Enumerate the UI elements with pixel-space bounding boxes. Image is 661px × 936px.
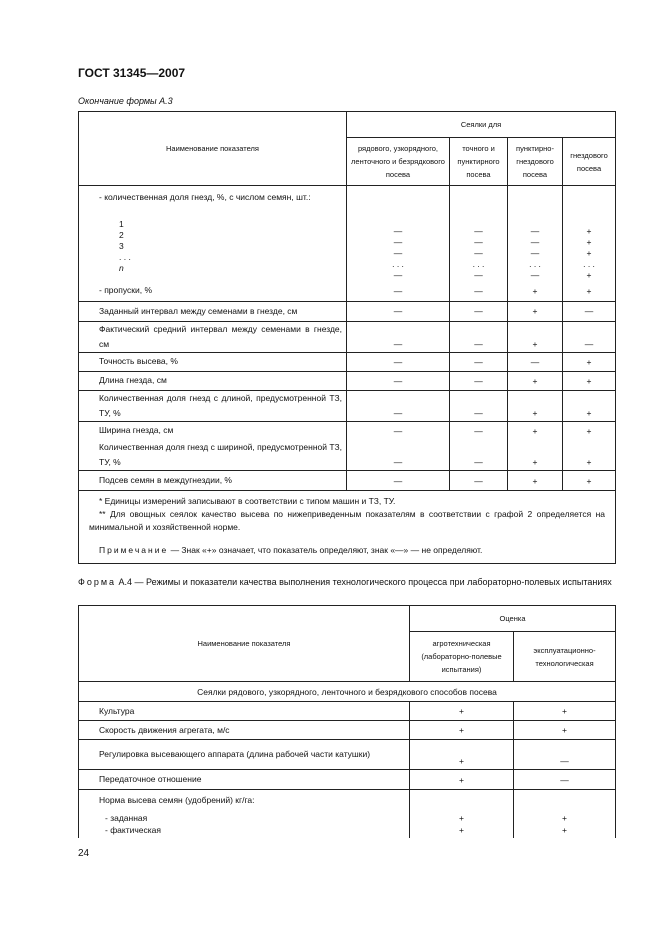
table-row <box>79 702 616 721</box>
cell-value: — <box>450 281 508 301</box>
table-row <box>79 186 616 282</box>
form-a4-table <box>78 605 616 838</box>
cell-value: + <box>459 825 464 835</box>
header-col-row-seeding: рядового, узкорядного, ленточного и безрядкового посева <box>347 138 450 186</box>
cell-value: — <box>514 740 616 770</box>
cell-value: — <box>347 471 450 491</box>
cell-value: — <box>347 281 450 301</box>
seed-rate-actual: - фактическая <box>105 825 162 835</box>
cell-value: + <box>508 471 563 491</box>
form-a3-caption: Окончание формы А.3 <box>78 96 173 106</box>
row-label: Длина гнезда, см <box>99 375 167 385</box>
cell-value: — <box>347 301 450 321</box>
cell-value: + <box>586 248 592 258</box>
cell-value: + <box>563 421 616 440</box>
nest-count-2: 2 <box>119 230 124 240</box>
cell-value: — <box>347 421 450 440</box>
cell-value: — <box>514 770 616 790</box>
row-label: Ширина гнезда, см <box>99 425 174 436</box>
form-a4-caption: Форма А.4 — Режимы и показатели качества выполнения технологического процесса при лабораторно-полевых испытаниях <box>78 577 612 587</box>
nest-count-1: 1 <box>119 219 124 229</box>
cell-value: — <box>450 371 508 390</box>
row-label: - количественная доля гнезд, %, с числом семян, шт.: <box>99 192 311 202</box>
header-parameter-name: Наименование показателя <box>79 112 347 186</box>
cell-value: — <box>347 321 450 352</box>
cell-value: + <box>563 281 616 301</box>
table-row <box>79 321 616 352</box>
cell-value: . . . <box>392 259 404 269</box>
seed-rate-set: - заданная <box>105 813 148 823</box>
cell-value: — <box>450 421 508 440</box>
row-label: Культура <box>99 705 135 716</box>
page-number: 24 <box>78 848 90 859</box>
cell-value: + <box>508 421 563 440</box>
cell-value: — <box>563 321 616 352</box>
cell-value: — <box>393 237 403 247</box>
cell-value: + <box>508 301 563 321</box>
table-row <box>79 371 616 390</box>
cell-value: + <box>410 770 514 790</box>
cell-value: — <box>393 226 403 236</box>
cell-value: — <box>563 301 616 321</box>
nest-count-n: n <box>119 263 124 273</box>
form-a3-table <box>78 111 616 564</box>
table-row <box>79 390 616 421</box>
table-row <box>79 421 616 440</box>
table-row <box>79 440 616 471</box>
header-col-agrotechnical: агротехническая (лабораторно-полевые испытания) <box>410 632 514 682</box>
cell-value: + <box>562 825 567 835</box>
cell-value: — <box>450 301 508 321</box>
notes-row <box>79 491 616 564</box>
cell-value: — <box>530 237 540 247</box>
cell-value: + <box>508 371 563 390</box>
table-row <box>79 790 616 839</box>
footnote-1: * Единицы измерений записывают в соответствии с типом машин и ТЗ, ТУ. <box>99 496 396 506</box>
header-seeders-group: Сеялки для <box>347 112 616 138</box>
cell-value: — <box>393 270 403 280</box>
row-label: Заданный интервал между семенами в гнезде, см <box>99 305 298 316</box>
cell-value: + <box>410 702 514 721</box>
cell-value: + <box>586 270 592 280</box>
cell-value: — <box>393 248 403 258</box>
cell-value: + <box>563 371 616 390</box>
cell-value: + <box>508 281 563 301</box>
cell-value: + <box>586 237 592 247</box>
table-row <box>79 301 616 321</box>
footnote-2: ** Для овощных сеялок качество высева по нижеприведенным показателям в соответствии с графой 2 определяется на минимальной и хозяйственной норме. <box>89 509 606 532</box>
header-assessment-group: Оценка <box>410 606 616 632</box>
row-label: Норма высева семян (удобрений) кг/га: <box>99 795 255 805</box>
row-label: Передаточное отношение <box>99 774 202 784</box>
nest-count-3: 3 <box>119 241 124 251</box>
row-label: - пропуски, % <box>99 285 153 296</box>
cell-value: + <box>563 390 616 421</box>
row-label: Регулировка высевающего аппарата (длина рабочей части катушки) <box>99 749 371 759</box>
cell-value: — <box>450 352 508 371</box>
cell-value: — <box>530 270 540 280</box>
table-row <box>79 740 616 770</box>
table-note: Примечание — Знак «+» означает, что показатель определяют, знак «—» — не определяют. <box>99 545 483 555</box>
header-col-operational: эксплуатационно-технологическая <box>514 632 616 682</box>
nest-count-ellipsis: . . . <box>119 252 131 262</box>
cell-value: + <box>508 390 563 421</box>
cell-value: — <box>474 237 483 247</box>
row-label: Количественная доля гнезд с шириной, предусмотренной ТЗ, ТУ, % <box>99 442 342 467</box>
section-title: Сеялки рядового, узкорядного, ленточного и безрядкового способов посева <box>79 682 616 702</box>
row-label: Фактический средний интервал между семенами в гнезде, см <box>99 323 342 349</box>
cell-value: — <box>530 226 540 236</box>
header-col-dotted-nest-seeding: пунктирно-гнездового посева <box>508 138 563 186</box>
cell-value: + <box>563 440 616 471</box>
cell-value: + <box>508 321 563 352</box>
cell-value: — <box>474 226 483 236</box>
cell-value: — <box>347 352 450 371</box>
cell-value: . . . <box>529 259 541 269</box>
cell-value: — <box>450 321 508 352</box>
cell-value: — <box>474 270 483 280</box>
cell-value: — <box>508 352 563 371</box>
cell-value: — <box>347 371 450 390</box>
cell-value: — <box>530 248 540 258</box>
header-col-nest-seeding: гнездового посева <box>563 138 616 186</box>
cell-value: + <box>410 721 514 740</box>
table-row <box>79 352 616 371</box>
cell-value: + <box>459 813 464 823</box>
cell-value: + <box>563 471 616 491</box>
table-row <box>79 281 616 301</box>
table-row <box>79 471 616 491</box>
cell-value: — <box>347 440 450 471</box>
cell-value: . . . <box>583 259 595 269</box>
cell-value: + <box>514 702 616 721</box>
table-row <box>79 770 616 790</box>
cell-value: + <box>508 440 563 471</box>
cell-value: — <box>450 440 508 471</box>
cell-value: — <box>450 390 508 421</box>
cell-value: . . . <box>472 259 485 269</box>
row-label: Подсев семян в междугнездии, % <box>99 475 232 485</box>
header-parameter-name: Наименование показателя <box>79 606 410 682</box>
document-title: ГОСТ 31345—2007 <box>78 66 186 80</box>
row-label: Скорость движения агрегата, м/с <box>99 724 230 735</box>
cell-value: + <box>514 721 616 740</box>
header-col-precise-seeding: точного и пунктирного посева <box>450 138 508 186</box>
row-label: Количественная доля гнезд с длиной, предусмотренной ТЗ, ТУ, % <box>99 392 342 418</box>
table-row <box>79 721 616 740</box>
cell-value: + <box>563 352 616 371</box>
cell-value: — <box>347 390 450 421</box>
section-row <box>79 682 616 702</box>
cell-value: + <box>586 226 592 236</box>
cell-value: + <box>562 813 567 823</box>
row-label: Точность высева, % <box>99 356 178 366</box>
cell-value: + <box>410 740 514 770</box>
cell-value: — <box>474 248 483 258</box>
cell-value: — <box>450 471 508 491</box>
